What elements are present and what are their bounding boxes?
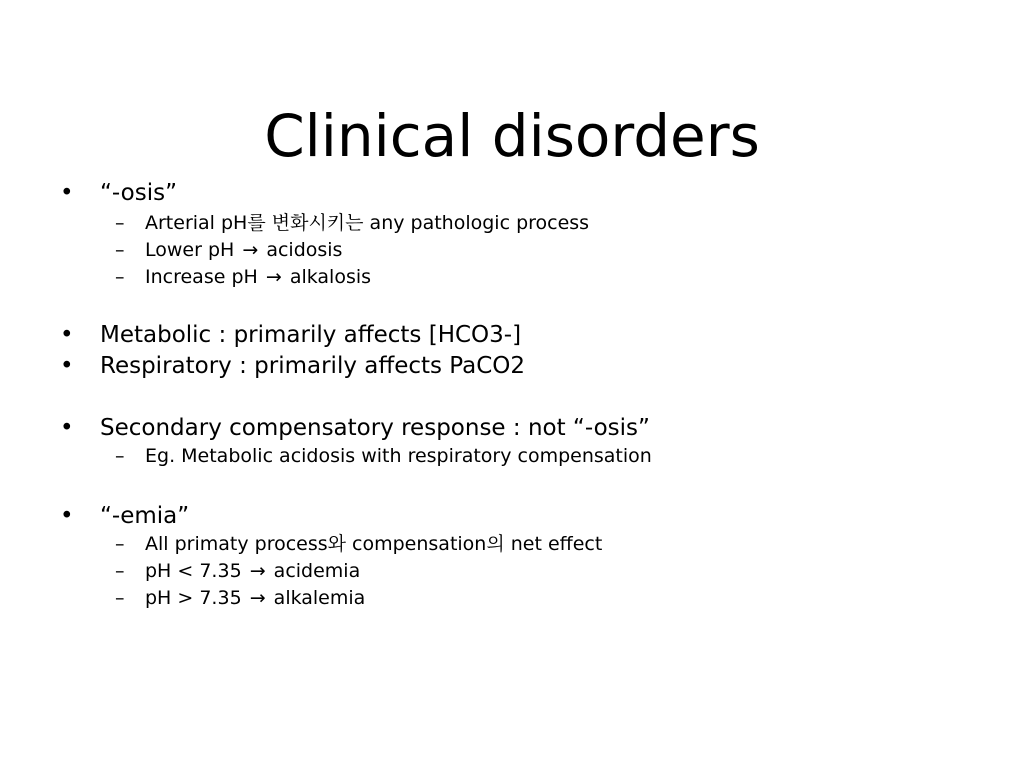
dash-marker: – xyxy=(115,212,125,234)
sub-item-text: Arterial pH를 변화시키는 any pathologic process xyxy=(145,212,590,234)
sub-item-text: Eg. Metabolic acidosis with respiratory compensation xyxy=(145,445,652,467)
bullet-text: Secondary compensatory response : not “-osis” xyxy=(100,415,650,441)
sub-item-text: Lower pH xyxy=(145,239,235,261)
bullet-marker: • xyxy=(60,180,74,206)
bullet-marker: • xyxy=(60,503,74,529)
right-arrow-icon: → xyxy=(242,239,259,261)
sub-item-text: Increase pH xyxy=(145,266,258,288)
sub-item-text: pH > 7.35 xyxy=(145,587,242,609)
bullet-marker: • xyxy=(60,322,74,348)
dash-marker: – xyxy=(115,587,125,609)
slide-title: Clinical disorders xyxy=(264,101,760,170)
dash-marker: – xyxy=(115,266,125,288)
right-arrow-icon: → xyxy=(249,560,266,582)
sub-item-result: alkalosis xyxy=(289,266,372,288)
bullet-text: Respiratory : primarily affects PaCO2 xyxy=(100,353,526,379)
bullet-marker: • xyxy=(60,353,74,379)
bullet-text: “-osis” xyxy=(100,180,177,206)
right-arrow-icon: → xyxy=(249,587,266,609)
dash-marker: – xyxy=(115,445,125,467)
bullet-text: “-emia” xyxy=(100,503,190,529)
sub-item-text: pH < 7.35 xyxy=(145,560,242,582)
right-arrow-icon: → xyxy=(265,266,282,288)
sub-item-text: All primaty process와 compensation의 net effect xyxy=(145,533,603,555)
sub-item-result: acidemia xyxy=(273,560,361,582)
dash-marker: – xyxy=(115,239,125,261)
sub-item-result: alkalemia xyxy=(273,587,366,609)
bullet-marker: • xyxy=(60,415,74,441)
dash-marker: – xyxy=(115,560,125,582)
sub-item-result: acidosis xyxy=(266,239,343,261)
bullet-text: Metabolic : primarily affects [HCO3-] xyxy=(100,322,522,348)
dash-marker: – xyxy=(115,533,125,555)
